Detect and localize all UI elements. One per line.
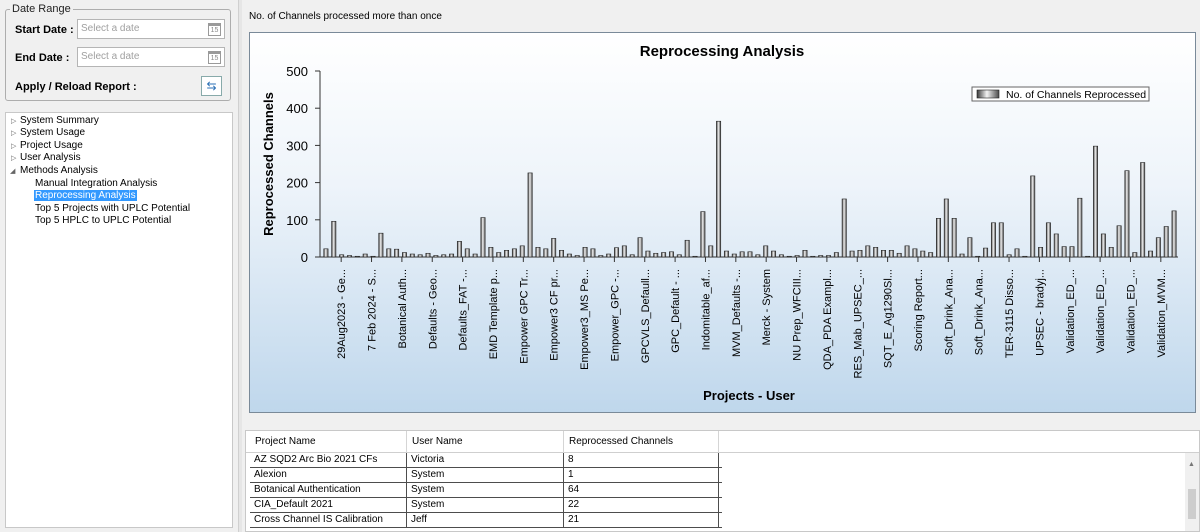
project-name-cell: CIA_Default 2021 (250, 498, 407, 513)
chart-bar (819, 256, 823, 257)
chart-bar (881, 250, 885, 257)
start-date-placeholder: Select a date (81, 23, 140, 34)
chart-bar (442, 255, 446, 257)
x-tick-label: Empower GPC Tr... (518, 269, 531, 364)
chart-bar (457, 241, 461, 257)
chart-bar (481, 218, 485, 257)
x-tick-label: TER-3115 Disso... (1004, 269, 1017, 359)
chart-bar (1093, 146, 1097, 257)
left-panel (0, 0, 238, 532)
chart-bar (1148, 251, 1152, 257)
scroll-thumb[interactable] (1188, 489, 1196, 519)
chart-bar (638, 238, 642, 257)
x-tick-label: UPSEC - bradyj... (1034, 269, 1047, 356)
chart-bar (520, 246, 524, 257)
tree-item-reprocessing-analysis[interactable]: Reprocessing Analysis (35, 190, 136, 201)
chart-bar (889, 250, 893, 257)
reload-label: Apply / Reload Report : (15, 81, 137, 93)
chart-bar (1109, 247, 1113, 257)
x-tick-label: GPC_Default - ... (670, 269, 683, 353)
chart-bar (512, 249, 516, 257)
column-header-project[interactable]: Project Name (250, 431, 407, 453)
chart-bar (748, 252, 752, 257)
x-tick-label: SQT_E_Ag1290Sl... (882, 269, 895, 369)
results-table (245, 430, 1200, 532)
x-tick-label: Validation_ED_... (1095, 269, 1108, 354)
chart-svg (250, 33, 1195, 412)
chart-bar (1031, 176, 1035, 257)
legend-swatch (977, 90, 999, 98)
y-tick-label: 300 (286, 138, 308, 154)
chart-bar (599, 256, 603, 257)
chart-bar (410, 254, 414, 257)
reprocessed-cell: 8 (564, 453, 719, 468)
chart-bar (976, 256, 980, 257)
chart-bar (544, 249, 548, 257)
chart-bar (449, 254, 453, 257)
chart-bar (575, 256, 579, 257)
chart-bar (606, 254, 610, 257)
x-tick-label: Botanical Auth... (396, 269, 409, 349)
chart-bar (355, 256, 359, 257)
chart-bar (685, 240, 689, 257)
x-tick-label: Validation_ED_... (1125, 269, 1138, 354)
chart-bar (771, 251, 775, 257)
chart-bar (787, 256, 791, 257)
x-tick-label: Empower3 CF pr... (548, 269, 561, 361)
x-tick-label: Validation_MVM... (1155, 269, 1168, 358)
chart-bar (779, 255, 783, 257)
column-header-user[interactable]: User Name (407, 431, 564, 453)
reprocessed-cell: 22 (564, 498, 719, 513)
chart-bar (1141, 163, 1145, 257)
project-name-cell: AZ SQD2 Arc Bio 2021 CFs (250, 453, 407, 468)
chart-bar (1023, 256, 1027, 257)
table-row[interactable] (250, 468, 722, 483)
x-tick-label: EMD Template p... (487, 269, 500, 360)
chart-bar (363, 254, 367, 257)
chart-bar (1117, 226, 1121, 257)
chart-bar (944, 199, 948, 257)
date-range-group (5, 3, 231, 101)
chart-bar (803, 250, 807, 257)
chart-title: Reprocessing Analysis (639, 43, 805, 60)
chart-bar (991, 223, 995, 257)
project-name-cell: Alexion (250, 468, 407, 483)
chart-bar (921, 251, 925, 257)
user-name-cell: System (407, 483, 564, 498)
chart-bar (339, 255, 343, 257)
reprocessed-cell: 64 (564, 483, 719, 498)
y-axis-label: Reprocessed Channels (261, 92, 276, 236)
chart-bar (332, 221, 336, 257)
scroll-up-icon[interactable]: ▲ (1188, 461, 1195, 468)
chart-bar (661, 253, 665, 257)
chart-bar (1164, 226, 1168, 257)
tree-item-methods-analysis[interactable]: Methods Analysis (20, 165, 98, 176)
chart-bar (826, 256, 830, 257)
expand-arrow-icon[interactable]: ▷ (11, 143, 17, 150)
vertical-scrollbar[interactable] (1185, 453, 1199, 532)
x-tick-label: Validation_ED_... (1064, 269, 1077, 354)
chart-bar (426, 253, 430, 257)
chart-bar (983, 248, 987, 257)
chart-bar (693, 256, 697, 257)
chart-bar (669, 252, 673, 257)
chart-bar (1038, 247, 1042, 257)
chart-bar (1062, 247, 1066, 257)
chart-bar (952, 218, 956, 257)
x-tick-label: Merck - System (761, 269, 774, 346)
y-tick-label: 500 (286, 64, 308, 79)
chart-bar (724, 251, 728, 257)
chart-bar (387, 249, 391, 257)
chart-bar (324, 249, 328, 257)
collapse-arrow-icon[interactable]: ◢ (10, 168, 16, 175)
chart-bar (1015, 249, 1019, 257)
reprocessed-cell: 21 (564, 513, 719, 528)
chart-bar (473, 254, 477, 257)
x-tick-label: Empower_GPC -... (609, 269, 622, 362)
chart-bar (504, 250, 508, 257)
x-tick-label: RES_Mab_UPSEC_... (852, 269, 865, 379)
x-tick-label: NU Prep_WFCIII... (791, 269, 804, 361)
chart-bar (614, 248, 618, 257)
chart-bar (866, 246, 870, 257)
chart-bar (559, 250, 563, 257)
tree-item-top5-projects[interactable]: Top 5 Projects with UPLC Potential (35, 203, 191, 214)
chart-bar (1125, 171, 1129, 257)
chart-bar (465, 249, 469, 257)
chart-bar (552, 238, 556, 257)
chart-bar (1086, 256, 1090, 257)
report-headline: No. of Channels processed more than once (249, 11, 442, 22)
chart-bar (434, 256, 438, 257)
chart-bar (960, 254, 964, 257)
user-name-cell: System (407, 468, 564, 483)
tree-item-manual-integration[interactable]: Manual Integration Analysis (35, 178, 158, 189)
panel-splitter[interactable] (238, 0, 242, 532)
chart-bar (347, 256, 351, 257)
x-tick-label: Soft_Drink_Ana... (943, 269, 956, 356)
x-tick-label: Defaults - Geo... (427, 269, 440, 350)
chart-bar (999, 223, 1003, 257)
chart-bar (379, 233, 383, 257)
chart-bar (811, 256, 815, 257)
x-tick-label: 29Aug2023 - Ge... (336, 269, 349, 359)
reload-button[interactable] (201, 76, 222, 96)
user-name-cell: Jeff (407, 513, 564, 528)
chart-bar (1054, 234, 1058, 257)
chart-bar (583, 247, 587, 257)
chart-bar (536, 247, 540, 257)
chart-bar (764, 246, 768, 257)
chart-bar (528, 173, 532, 257)
chart-bar (371, 256, 375, 257)
report-tree[interactable] (5, 112, 233, 528)
chart-bar (394, 249, 398, 257)
x-tick-label: Empower3_MS Pe... (579, 269, 592, 370)
expand-arrow-icon[interactable]: ▷ (11, 130, 17, 137)
y-tick-label: 200 (286, 175, 308, 191)
chart-bar (834, 253, 838, 257)
table-row[interactable] (250, 483, 722, 498)
chart-bar (402, 253, 406, 257)
chart-bar (740, 252, 744, 257)
chart-bar (897, 253, 901, 257)
chart-bar (968, 238, 972, 257)
user-name-cell: System (407, 498, 564, 513)
chart-bar (1007, 255, 1011, 257)
chart-bar (1078, 198, 1082, 257)
reprocessing-chart (249, 32, 1196, 413)
x-axis-label: Projects - User (703, 388, 795, 403)
chart-bar (591, 249, 595, 257)
tree-item-user-analysis[interactable]: User Analysis (20, 152, 81, 163)
chart-bar (1156, 238, 1160, 257)
end-date-input[interactable] (77, 47, 225, 67)
column-header-reprocessed[interactable]: Reprocessed Channels (564, 431, 719, 453)
tree-item-project-usage[interactable]: Project Usage (20, 140, 83, 151)
chart-bar (701, 212, 705, 257)
tree-item-top5-hplc[interactable]: Top 5 HPLC to UPLC Potential (35, 215, 172, 226)
expand-arrow-icon[interactable]: ▷ (11, 118, 17, 125)
y-tick-label: 400 (286, 101, 308, 117)
x-tick-label: QDA_PDA Exampl... (821, 269, 834, 370)
x-tick-label: GPCVLS_Defaull... (639, 269, 652, 364)
chart-bar (756, 255, 760, 257)
refresh-icon: ⇆ (206, 79, 217, 93)
chart-bar (1172, 211, 1176, 257)
expand-arrow-icon[interactable]: ▷ (11, 155, 17, 162)
project-name-cell: Cross Channel IS Calibration (250, 513, 407, 528)
tree-item-system-usage[interactable]: System Usage (20, 127, 86, 138)
chart-bar (913, 249, 917, 257)
start-date-label: Start Date : (15, 24, 74, 36)
end-date-label: End Date : (15, 52, 70, 64)
x-tick-label: Indomitable_af... (700, 269, 713, 351)
calendar-icon[interactable]: 15 (208, 51, 221, 64)
legend-label: No. of Channels Reprocessed (1006, 89, 1147, 101)
table-row[interactable] (250, 513, 722, 528)
chart-bar (795, 256, 799, 257)
reprocessed-cell: 1 (564, 468, 719, 483)
chart-bar (497, 253, 501, 257)
chart-bar (630, 255, 634, 257)
chart-bar (1133, 253, 1137, 257)
tree-item-system-summary[interactable]: System Summary (20, 115, 99, 126)
chart-bar (489, 247, 493, 257)
x-tick-label: Soft_Drink_Ana... (973, 269, 986, 356)
chart-bar (936, 218, 940, 257)
chart-bar (677, 255, 681, 257)
table-row[interactable] (250, 453, 722, 468)
user-name-cell: Victoria (407, 453, 564, 468)
x-tick-label: MVM_Defaults -... (730, 268, 743, 358)
chart-bar (905, 246, 909, 257)
date-range-legend: Date Range (12, 3, 71, 15)
x-tick-label: Defaults_FAT -... (457, 269, 470, 351)
chart-bar (654, 253, 658, 257)
x-tick-label: Scoring Report... (912, 269, 925, 352)
chart-bar (842, 199, 846, 257)
chart-bar (732, 254, 736, 257)
chart-bar (716, 121, 720, 257)
chart-bar (1046, 223, 1050, 257)
chart-bar (1070, 247, 1074, 257)
table-row[interactable] (250, 498, 722, 513)
chart-bar (850, 251, 854, 257)
chart-bar (1101, 234, 1105, 257)
chart-bar (646, 251, 650, 257)
chart-bar (418, 255, 422, 257)
project-name-cell: Botanical Authentication (250, 483, 407, 498)
chart-bar (873, 247, 877, 257)
table-header (246, 431, 1200, 453)
calendar-icon[interactable]: 15 (208, 23, 221, 36)
start-date-input[interactable] (77, 19, 225, 39)
y-tick-label: 0 (300, 250, 308, 265)
chart-bar (709, 246, 713, 257)
end-date-placeholder: Select a date (81, 51, 140, 62)
x-tick-label: 7 Feb 2024 - S... (366, 269, 379, 351)
chart-bar (858, 250, 862, 257)
chart-bar (622, 246, 626, 257)
y-tick-label: 100 (286, 212, 308, 228)
chart-bar (567, 254, 571, 257)
chart-bar (928, 253, 932, 257)
